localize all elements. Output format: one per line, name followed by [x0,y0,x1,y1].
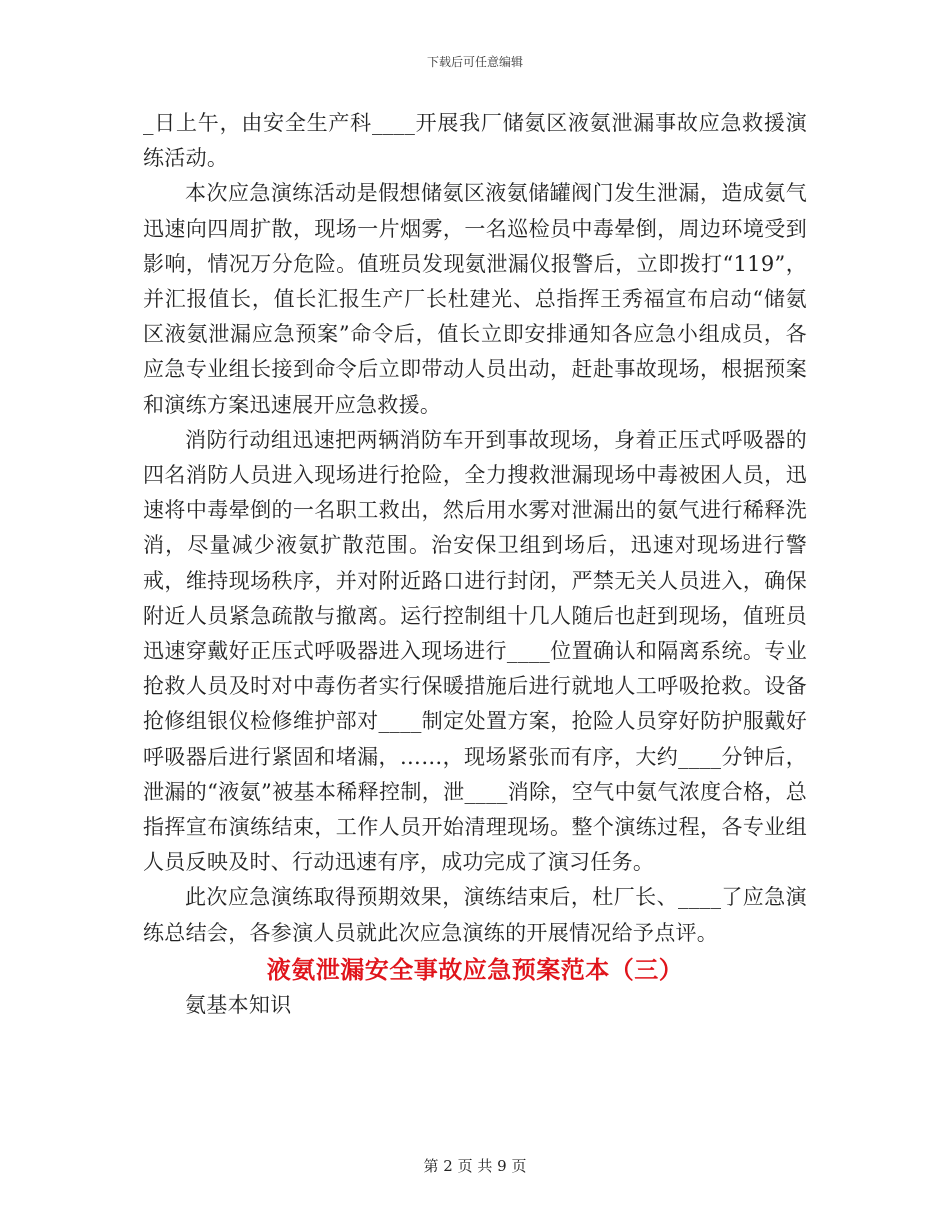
paragraph-ammonia-basics: 氨基本知识 [185,992,292,1017]
paragraph-drill-date: _日上午，由安全生产科____开展我厂储氨区液氨泄漏事故应急救援演练活动。 [143,111,807,171]
section-title: 液氨泄漏安全事故应急预案范本（三） [266,954,684,984]
paragraph-drill-response: 消防行动组迅速把两辆消防车开到事故现场，身着正压式呼吸器的四名消防人员进入现场进行抢险，全力搜救泄漏现场中毒被困人员，迅速将中毒晕倒的一名职工救出，然后用水雾对泄漏出的氨气进行稀释洗消，尽量减少液氨扩散范围。治安保卫组到场后，迅速对现场进行警戒，维持现场秩序，并对附近路口进行封闭，严禁无关人员进入，确保附近人员紧急疏散与撤离。运行控制组十几人随后也赶到现场，值班员迅速穿戴好正压式呼吸器进入现场进行____位置确认和隔离系统。专业抢救人员及时对中毒伤者实行保暖措施后进行就地人工呼吸抢救。设备抢修组银仪检修维护部对____制定处置方案，抢险人员穿好防护服戴好呼吸器后进行紧固和堵漏，……，现场紧张而有序，大约____分钟后，泄漏的“液氨”被基本稀释控制，泄____消除，空气中氨气浓度合格，总指挥宣布演练结束，工作人员开始清理现场。整个演练过程，各专业组人员反映及时、行动迅速有序，成功完成了演习任务。 [143,427,807,875]
document-body [143,106,807,1023]
page-number: 第 2 页 共 9 页 [423,1157,527,1175]
paragraph-drill-summary: 此次应急演练取得预期效果，演练结束后，杜厂长、____了应急演练总结会，各参演人员就此次应急演练的开展情况给予点评。 [143,885,807,945]
paragraph-drill-scenario: 本次应急演练活动是假想储氨区液氨储罐阀门发生泄漏，造成氨气迅速向四周扩散，现场一片烟雾，一名巡检员中毒晕倒，周边环境受到影响，情况万分危险。值班员发现氨泄漏仪报警后，立即拨打“119”，并汇报值长，值长汇报生产厂长杜建光、总指挥王秀福宣布启动“储氨区液氨泄漏应急预案”命令后，值长立即安排通知各应急小组成员，各应急专业组长接到命令后立即带动人员出动，赶赴事故现场，根据预案和演练方案迅速展开应急救援。 [143,181,807,417]
page-header: 下载后可任意编辑 [426,55,523,69]
